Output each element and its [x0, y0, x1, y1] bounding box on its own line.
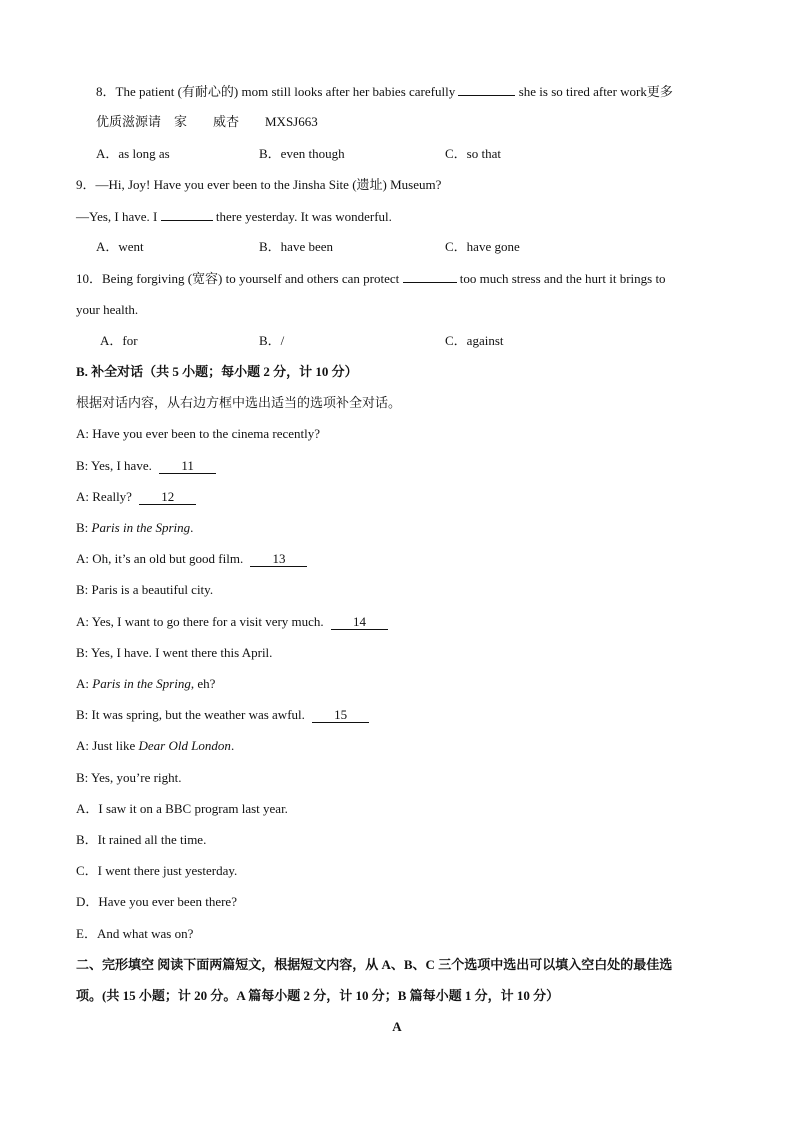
- dialogue-line-8: B: Yes, I have. I went there this April.: [76, 645, 273, 660]
- q8-option-b: B．even though: [259, 146, 345, 161]
- film-title: Dear Old London: [138, 738, 231, 753]
- q10-stem-a: 10．Being forgiving (宽容) to yourself and others can protect: [76, 271, 400, 286]
- section-2-heading-line1: 二、完形填空 阅读下面两篇短文，根据短文内容，从 A、B、C 三个选项中选出可以填入空白处的最佳选: [76, 957, 673, 972]
- q10-option-a: A．for: [100, 333, 138, 348]
- dialogue-line-1: A: Have you ever been to the cinema recently?: [76, 426, 320, 441]
- section-b-heading: B. 补全对话（共 5 小题；每小题 2 分，计 10 分）: [76, 364, 358, 379]
- dialogue-text: A: Really?: [76, 489, 132, 504]
- q9-option-a: A．went: [96, 239, 144, 254]
- dialogue-line-6: B: Paris is a beautiful city.: [76, 582, 214, 597]
- film-title: Paris in the Spring: [92, 676, 191, 691]
- q10-option-c: C．against: [445, 333, 504, 348]
- q8-blank: [458, 83, 515, 96]
- q9-stem-a: —Yes, I have. I: [76, 209, 158, 224]
- dialogue-text: .: [190, 520, 194, 535]
- dialogue-text: A: Just like: [76, 738, 139, 753]
- q10-blank: [403, 270, 457, 283]
- dialogue-text: B: It was spring, but the weather was awful.: [76, 707, 305, 722]
- dialogue-text: B:: [76, 520, 92, 535]
- blank-11: 11: [159, 459, 216, 474]
- section-b-instruction: 根据对话内容，从右边方框中选出适当的选项补全对话。: [76, 395, 402, 410]
- q8-stem-b: she is so tired after work: [518, 84, 647, 99]
- q9-stem-b: there yesterday. It was wonderful.: [215, 209, 392, 224]
- dialogue-text: A:: [76, 676, 93, 691]
- q10-option-b: B．/: [259, 333, 285, 348]
- choice-b: B．It rained all the time.: [76, 832, 207, 847]
- q10-line2: your health.: [76, 302, 139, 317]
- blank-13: 13: [250, 552, 307, 567]
- blank-12: 12: [139, 490, 196, 505]
- dialogue-line-4: [76, 520, 193, 536]
- q8-option-c: C．so that: [445, 146, 501, 161]
- dialogue-line-2: [76, 458, 216, 474]
- q9-option-c: C．have gone: [445, 239, 520, 254]
- dialogue-line-11: [76, 738, 234, 754]
- choice-a: A．I saw it on a BBC program last year.: [76, 801, 288, 816]
- q9-line1: 9．—Hi, Joy! Have you ever been to the Jinsha Site (遗址) Museum?: [76, 177, 442, 192]
- q9-blank: [161, 208, 213, 221]
- dialogue-line-7: [76, 614, 388, 630]
- q10-line1: [76, 270, 666, 287]
- choice-c: C．I went there just yesterday.: [76, 863, 238, 878]
- film-title: Paris in the Spring: [91, 520, 191, 535]
- passage-a-title: A: [392, 1019, 402, 1034]
- dialogue-line-9: [76, 676, 215, 692]
- blank-15: 15: [312, 708, 369, 723]
- q8-stem-c: 更多: [646, 84, 673, 99]
- dialogue-text: B: Yes, I have.: [76, 458, 152, 473]
- dialogue-line-10: [76, 707, 369, 723]
- blank-14: 14: [331, 615, 388, 630]
- q8-stem-a: 8．The patient (有耐心的) mom still looks after her babies carefully: [96, 84, 456, 99]
- dialogue-text: A: Yes, I want to go there for a visit very much.: [76, 614, 324, 629]
- dialogue-line-3: [76, 489, 196, 505]
- q9-line2: [76, 208, 392, 225]
- choice-e: E．And what was on?: [76, 926, 194, 941]
- q8-watermark-line: 优质滋源请 家 威杏 MXSJ663: [96, 114, 318, 129]
- dialogue-text: .: [230, 738, 235, 753]
- dialogue-line-5: [76, 551, 307, 567]
- dialogue-text: , eh?: [190, 676, 216, 691]
- section-2-heading-line2: 项。(共 15 小题；计 20 分。A 篇每小题 2 分，计 10 分；B 篇每小题 1 分，计 10 分）: [76, 988, 560, 1003]
- dialogue-line-12: B: Yes, you’re right.: [76, 770, 182, 785]
- q10-stem-b: too much stress and the hurt it brings to: [459, 271, 666, 286]
- q8-option-a: A．as long as: [96, 146, 170, 161]
- choice-d: D．Have you ever been there?: [76, 894, 237, 909]
- q8-line1: [96, 83, 673, 100]
- dialogue-text: A: Oh, it’s an old but good film.: [76, 551, 244, 566]
- q9-option-b: B．have been: [259, 239, 334, 254]
